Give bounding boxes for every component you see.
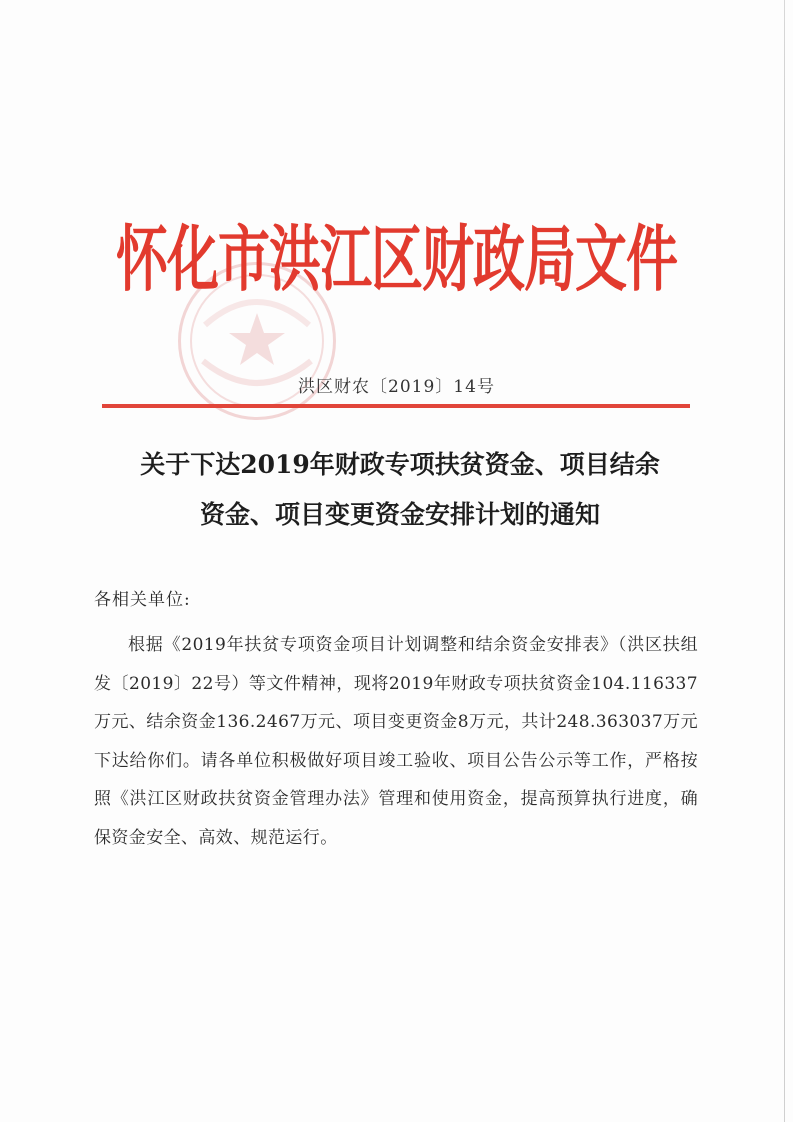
notice-title-line-2: 资金、项目变更资金安排计划的通知 (199, 500, 600, 529)
red-divider-rule (102, 404, 690, 408)
scan-edge (784, 0, 785, 1122)
salutation: 各相关单位: (94, 590, 191, 610)
notice-title (80, 440, 720, 540)
document-number: 洪区财农〔2019〕14号 (298, 377, 495, 397)
notice-body-paragraph: 根据《2019年扶贫专项资金项目计划调整和结余资金安排表》（洪区扶组发〔2019〕22号）等文件精神，现将2019年财政专项扶贫资金104.116337万元、结余资金136.2467万元、项目变更资金8万元，共计248.363037万元下达给你们。请各单位积极做好项目竣工验收、项目公告公示等工作，严格按照《洪江区财政扶贫资金管理办法》管理和使用资金，提高预算执行进度，确保资金安全、高效、规范运行。 (94, 635, 698, 848)
notice-title-line-1: 关于下达2019年财政专项扶贫资金、项目结余 (140, 450, 660, 479)
issuing-authority-title: 怀化市洪江区财政局文件 (115, 219, 677, 303)
